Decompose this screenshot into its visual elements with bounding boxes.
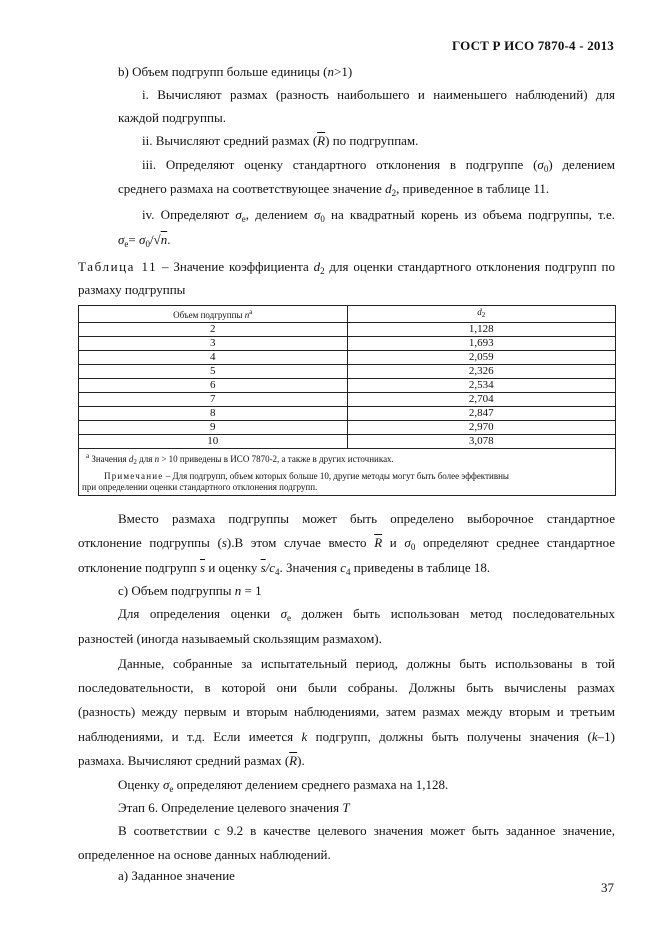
sigma-e-formula — [118, 232, 170, 252]
table-row — [79, 351, 616, 365]
text: ) делением — [548, 157, 615, 172]
sigma-symbol: σ — [404, 535, 411, 550]
var: n — [244, 310, 250, 320]
text: Этап 6. Определение целевого значения — [118, 800, 343, 815]
var: /c — [265, 560, 276, 575]
text: среднего размаха на соответствующее значение — [118, 181, 386, 196]
text: приведены в таблице 18. — [350, 560, 491, 575]
text: iv. Определяют — [142, 207, 236, 222]
cell-d2: 2,970 — [347, 421, 616, 435]
table-row — [79, 365, 616, 379]
text: iii. Определяют оценку стандартного отклонения в подгруппе ( — [142, 157, 538, 172]
sigma-symbol: σ — [118, 232, 125, 247]
sigma-symbol: σ — [139, 232, 146, 247]
cell-n: 8 — [79, 407, 348, 421]
section-c-p2-line3: (разность) между первым и вторым наблюдениями, затем размах между вторым и третьим — [78, 704, 615, 719]
section-c-p1-line1 — [118, 606, 615, 626]
section-c-p3 — [118, 777, 448, 797]
para-range-line1: Вместо размаха подгруппы может быть определено выборочное стандартное — [118, 511, 615, 526]
text: . Значения — [279, 560, 341, 575]
table-footer-row — [79, 449, 616, 496]
text: ) по подгруппам. — [325, 133, 419, 148]
subscript: 4 — [346, 567, 351, 577]
subscript: 0 — [320, 214, 325, 224]
cell-n: 7 — [79, 393, 348, 407]
step-iii-line1 — [142, 157, 615, 177]
table-header-row — [79, 306, 616, 323]
table-row — [79, 435, 616, 449]
page-number: 37 — [601, 880, 614, 895]
subscript: 0 — [145, 239, 150, 249]
text: Значения — [89, 454, 129, 464]
cell-n: 4 — [79, 351, 348, 365]
col-header-d2 — [347, 306, 616, 323]
text: для оценки стандартного отклонения подгрупп по — [324, 259, 615, 274]
var: s — [221, 535, 227, 550]
sqrt-sign: /√ — [149, 232, 161, 247]
cell-d2: 2,326 — [347, 365, 616, 379]
cell-n: 9 — [79, 421, 348, 435]
sigma-symbol: σ — [280, 606, 288, 621]
table-row — [79, 337, 616, 351]
var: d — [385, 181, 392, 196]
cell-d2: 2,534 — [347, 379, 616, 393]
text: на квадратный корень из объема подгруппы, т.е. — [324, 207, 615, 222]
var: d — [128, 454, 134, 464]
var: d — [477, 307, 482, 317]
text: отклонение подгруппы ( — [78, 535, 222, 550]
text: ).В этом случае вместо — [226, 535, 375, 550]
text: Объем подгруппы — [173, 310, 245, 320]
note-label: Примечание — [104, 471, 164, 481]
text: наблюдениями, и т.д. Если имеется — [78, 729, 302, 744]
table-row — [79, 379, 616, 393]
text: . — [167, 232, 171, 247]
text: > 10 приведены в ИСО 7870-2, а также в других источниках. — [159, 454, 394, 464]
text: Для определения оценки — [118, 606, 281, 621]
subscript: e — [287, 613, 292, 623]
text: и оценку — [205, 560, 261, 575]
text: –1) — [597, 729, 616, 744]
step-iv — [142, 207, 615, 227]
section-b-heading — [118, 64, 352, 80]
footnote-a — [82, 451, 613, 468]
text: определяют делением среднего размаха на 1,128. — [173, 777, 449, 792]
text: подгрупп, должны быть получены значения ( — [307, 729, 592, 744]
text: = — [128, 232, 140, 247]
text: отклонение подгрупп — [78, 560, 200, 575]
caption-label: Таблица 11 — [78, 259, 158, 274]
var: n — [160, 232, 168, 247]
subscript: e — [124, 239, 129, 249]
d2-table — [78, 305, 616, 496]
text: Оценку — [118, 777, 163, 792]
s-bar-symbol: $\overline{s}$ — [260, 560, 266, 575]
table-note-line1 — [82, 471, 613, 482]
para-range-line2 — [78, 535, 615, 555]
sigma-symbol: σ — [235, 207, 242, 222]
var: T — [342, 800, 350, 815]
var: k — [591, 729, 598, 744]
step-ii — [142, 133, 418, 149]
superscript: a — [249, 308, 253, 316]
var: d — [313, 259, 321, 274]
cell-d2: 2,059 — [347, 351, 616, 365]
cell-d2: 2,847 — [347, 407, 616, 421]
para-range-line3 — [78, 560, 490, 580]
subscript: 2 — [320, 266, 325, 276]
section-c-p2-line4 — [78, 729, 615, 745]
text: для — [136, 454, 155, 464]
subscript: 0 — [410, 542, 416, 552]
cell-n: 5 — [79, 365, 348, 379]
text: = 1 — [241, 583, 262, 598]
text: ). — [297, 753, 305, 768]
cell-n: 6 — [79, 379, 348, 393]
text: и — [382, 535, 405, 550]
subscript: e — [169, 784, 174, 794]
step-i-line1: i. Вычисляют размах (разность наибольшего и наименьшего наблюдений) для — [142, 87, 615, 102]
text: размаха. Вычисляют средний размах ( — [78, 753, 290, 768]
var: n — [234, 583, 242, 598]
cell-d2: 2,704 — [347, 393, 616, 407]
cell-d2: 3,078 — [347, 435, 616, 449]
subscript: 0 — [543, 164, 549, 174]
text: >1) — [334, 64, 353, 79]
cell-d2: 1,128 — [347, 323, 616, 337]
var: n — [154, 454, 160, 464]
text: должен быть использован метод последовательных — [291, 606, 615, 621]
step-i-line2: каждой подгруппы. — [118, 110, 226, 125]
section-c-heading — [118, 583, 262, 599]
subscript: 2 — [481, 311, 486, 319]
var: n — [327, 64, 334, 79]
text: – Для подгрупп, объем которых больше 10, другие методы могут быть более эффективны — [163, 471, 509, 481]
subscript: e — [241, 214, 246, 224]
cell-n: 3 — [79, 337, 348, 351]
table-row — [79, 393, 616, 407]
step-iii-line2 — [118, 181, 549, 201]
subscript: 2 — [391, 188, 397, 198]
section-c-p2-line2: последовательности, в которой они были собраны. Должны быть вычислены размах — [78, 680, 615, 695]
stage6-p-line2: определенное на основе данных наблюдений. — [78, 847, 331, 862]
r-bar-symbol: $\overline{R}$ — [374, 535, 383, 550]
stage6-p-line1: В соответствии с 9.2 в качестве целевого значения может быть заданное значение, — [118, 823, 615, 838]
superscript: a — [86, 452, 90, 460]
var: c — [340, 560, 346, 575]
text: ii. Вычисляют средний размах ( — [142, 133, 318, 148]
table-caption-line2: размаху подгруппы — [78, 282, 186, 297]
subscript: 2 — [133, 458, 137, 466]
table-caption-line1 — [78, 259, 615, 279]
var: k — [301, 729, 308, 744]
document-header: ГОСТ Р ИСО 7870-4 - 2013 — [451, 38, 614, 53]
cell-n: 10 — [79, 435, 348, 449]
cell-n: 2 — [79, 323, 348, 337]
text: c) Объем подгруппы — [118, 583, 235, 598]
section-c-p2-line1: Данные, собранные за испытательный период, должны быть использованы в той — [118, 656, 615, 671]
sigma-symbol: σ — [162, 777, 170, 792]
sigma-symbol: σ — [313, 207, 321, 222]
cell-d2: 1,693 — [347, 337, 616, 351]
section-c-p2-line5 — [78, 753, 305, 769]
text: – Значение коэффициента — [157, 259, 314, 274]
stage6-item-a: a) Заданное значение — [118, 868, 235, 883]
subscript: 4 — [275, 567, 280, 577]
table-row — [79, 421, 616, 435]
sigma-symbol: σ — [537, 157, 544, 172]
text: , делением — [245, 207, 314, 222]
text: , приведенное в таблице 11. — [396, 181, 550, 196]
stage6-heading — [118, 800, 350, 816]
table-footnote — [79, 449, 616, 496]
text: определяют среднее стандартное — [415, 535, 615, 550]
s-bar-symbol: $\overline{s}$ — [200, 560, 206, 575]
table-note-line2: при определении оценки стандартного отклонения подгрупп. — [82, 482, 318, 492]
text: b) Объем подгрупп больше единицы ( — [118, 64, 328, 79]
r-bar-symbol: $\overline{R}$ — [289, 753, 298, 768]
r-bar-symbol: $\overline{R}$ — [317, 133, 326, 148]
col-header-n — [79, 306, 348, 323]
table-row — [79, 323, 616, 337]
section-c-p1-line2: разностей (иногда называемый скользящим размахом). — [78, 631, 382, 646]
table-row — [79, 407, 616, 421]
